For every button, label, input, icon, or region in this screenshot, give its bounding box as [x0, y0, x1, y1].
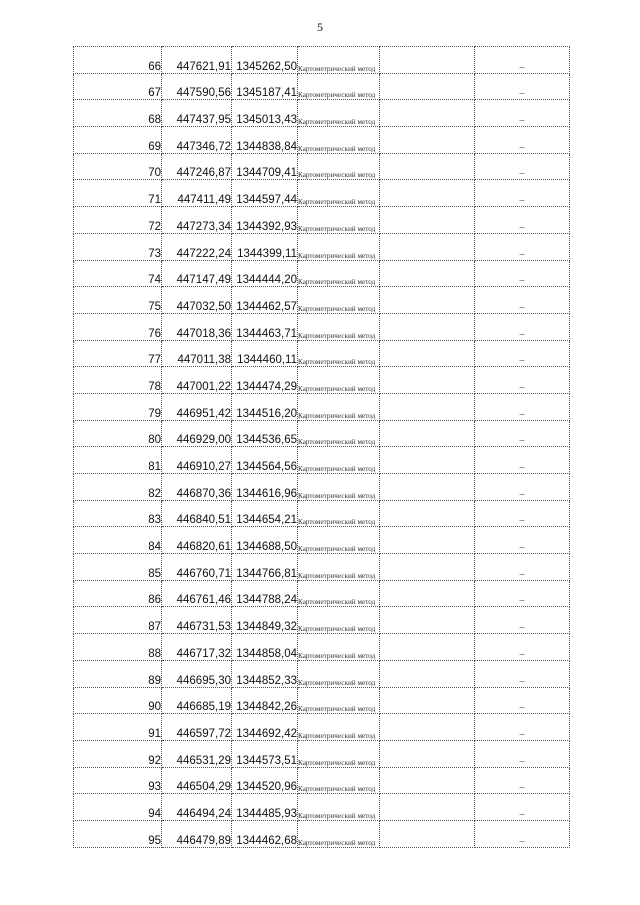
- table-row: [74, 420, 570, 447]
- empty-cell: [380, 474, 475, 501]
- y-coordinate-cell: 1344709,41: [232, 153, 298, 180]
- y-coordinate-cell: 1344597,44: [232, 180, 298, 207]
- table-row: [74, 127, 570, 154]
- y-coordinate-cell: 1344858,04: [232, 634, 298, 661]
- empty-cell: [380, 447, 475, 474]
- table-row: [74, 73, 570, 100]
- y-coordinate-cell: 1344392,93: [232, 207, 298, 234]
- empty-cell: [380, 714, 475, 741]
- method-cell: Картометрический метод: [298, 393, 380, 420]
- table-row: [74, 607, 570, 634]
- y-coordinate-cell: 1344852,33: [232, 660, 298, 687]
- table-row: [74, 740, 570, 767]
- table-row: [74, 500, 570, 527]
- method-cell: Картометрический метод: [298, 313, 380, 340]
- x-coordinate-cell: 447001,22: [162, 367, 232, 394]
- table-row: [74, 447, 570, 474]
- table-row: [74, 714, 570, 741]
- empty-cell: [380, 794, 475, 821]
- x-coordinate-cell: 446685,19: [162, 687, 232, 714]
- method-cell: Картометрический метод: [298, 180, 380, 207]
- x-coordinate-cell: 446929,00: [162, 420, 232, 447]
- dash-cell: –: [475, 607, 570, 634]
- dash-cell: –: [475, 367, 570, 394]
- empty-cell: [380, 260, 475, 287]
- empty-cell: [380, 607, 475, 634]
- x-coordinate-cell: 447346,72: [162, 127, 232, 154]
- dash-cell: –: [475, 233, 570, 260]
- dash-cell: –: [475, 340, 570, 367]
- y-coordinate-cell: 1344616,96: [232, 474, 298, 501]
- y-coordinate-cell: 1344688,50: [232, 527, 298, 554]
- y-coordinate-cell: 1345013,43: [232, 100, 298, 127]
- point-number-cell: 92: [74, 740, 162, 767]
- empty-cell: [380, 73, 475, 100]
- point-number-cell: 79: [74, 393, 162, 420]
- dash-cell: –: [475, 794, 570, 821]
- y-coordinate-cell: 1345187,41: [232, 73, 298, 100]
- method-cell: Картометрический метод: [298, 207, 380, 234]
- point-number-cell: 69: [74, 127, 162, 154]
- method-cell: Картометрический метод: [298, 73, 380, 100]
- table-row: [74, 474, 570, 501]
- empty-cell: [380, 820, 475, 847]
- point-number-cell: 68: [74, 100, 162, 127]
- empty-cell: [380, 100, 475, 127]
- table-row: [74, 260, 570, 287]
- table-row: [74, 287, 570, 314]
- table-row: [74, 180, 570, 207]
- table-row: [74, 554, 570, 581]
- empty-cell: [380, 660, 475, 687]
- x-coordinate-cell: 446910,27: [162, 447, 232, 474]
- dash-cell: –: [475, 287, 570, 314]
- point-number-cell: 67: [74, 73, 162, 100]
- method-cell: Картометрический метод: [298, 820, 380, 847]
- method-cell: Картометрический метод: [298, 474, 380, 501]
- y-coordinate-cell: 1344462,68: [232, 820, 298, 847]
- y-coordinate-cell: 1344474,29: [232, 367, 298, 394]
- method-cell: Картометрический метод: [298, 660, 380, 687]
- y-coordinate-cell: 1344788,24: [232, 580, 298, 607]
- x-coordinate-cell: 447222,24: [162, 233, 232, 260]
- y-coordinate-cell: 1344444,20: [232, 260, 298, 287]
- empty-cell: [380, 687, 475, 714]
- method-cell: Картометрический метод: [298, 287, 380, 314]
- method-cell: Картометрический метод: [298, 47, 380, 74]
- point-number-cell: 71: [74, 180, 162, 207]
- dash-cell: –: [475, 393, 570, 420]
- table-row: [74, 634, 570, 661]
- empty-cell: [380, 340, 475, 367]
- point-number-cell: 91: [74, 714, 162, 741]
- point-number-cell: 83: [74, 500, 162, 527]
- y-coordinate-cell: 1344536,65: [232, 420, 298, 447]
- x-coordinate-cell: 447621,91: [162, 47, 232, 74]
- dash-cell: –: [475, 447, 570, 474]
- point-number-cell: 70: [74, 153, 162, 180]
- y-coordinate-cell: 1344766,81: [232, 554, 298, 581]
- dash-cell: –: [475, 180, 570, 207]
- x-coordinate-cell: 446695,30: [162, 660, 232, 687]
- table-row: [74, 47, 570, 74]
- table-row: [74, 820, 570, 847]
- x-coordinate-cell: 446717,32: [162, 634, 232, 661]
- point-number-cell: 75: [74, 287, 162, 314]
- dash-cell: –: [475, 527, 570, 554]
- y-coordinate-cell: 1344460,11: [232, 340, 298, 367]
- x-coordinate-cell: 446479,89: [162, 820, 232, 847]
- y-coordinate-cell: 1344520,96: [232, 767, 298, 794]
- dash-cell: –: [475, 73, 570, 100]
- dash-cell: –: [475, 100, 570, 127]
- dash-cell: –: [475, 660, 570, 687]
- point-number-cell: 76: [74, 313, 162, 340]
- table-row: [74, 527, 570, 554]
- method-cell: Картометрический метод: [298, 527, 380, 554]
- x-coordinate-cell: 446951,42: [162, 393, 232, 420]
- table-row: [74, 100, 570, 127]
- method-cell: Картометрический метод: [298, 740, 380, 767]
- method-cell: Картометрический метод: [298, 794, 380, 821]
- x-coordinate-cell: 447246,87: [162, 153, 232, 180]
- method-cell: Картометрический метод: [298, 420, 380, 447]
- dash-cell: –: [475, 207, 570, 234]
- x-coordinate-cell: 447411,49: [162, 180, 232, 207]
- x-coordinate-cell: 447011,38: [162, 340, 232, 367]
- empty-cell: [380, 527, 475, 554]
- x-coordinate-cell: 446820,61: [162, 527, 232, 554]
- x-coordinate-cell: 446731,53: [162, 607, 232, 634]
- method-cell: Картометрический метод: [298, 260, 380, 287]
- table-row: [74, 767, 570, 794]
- method-cell: Картометрический метод: [298, 447, 380, 474]
- point-number-cell: 94: [74, 794, 162, 821]
- empty-cell: [380, 500, 475, 527]
- dash-cell: –: [475, 714, 570, 741]
- method-cell: Картометрический метод: [298, 233, 380, 260]
- dash-cell: –: [475, 474, 570, 501]
- x-coordinate-cell: 447147,49: [162, 260, 232, 287]
- point-number-cell: 78: [74, 367, 162, 394]
- empty-cell: [380, 313, 475, 340]
- method-cell: Картометрический метод: [298, 580, 380, 607]
- method-cell: Картометрический метод: [298, 767, 380, 794]
- empty-cell: [380, 180, 475, 207]
- y-coordinate-cell: 1344399,11: [232, 233, 298, 260]
- table-row: [74, 313, 570, 340]
- y-coordinate-cell: 1344842,26: [232, 687, 298, 714]
- y-coordinate-cell: 1344838,84: [232, 127, 298, 154]
- empty-cell: [380, 393, 475, 420]
- method-cell: Картометрический метод: [298, 153, 380, 180]
- dash-cell: –: [475, 500, 570, 527]
- table-row: [74, 393, 570, 420]
- y-coordinate-cell: 1344462,57: [232, 287, 298, 314]
- empty-cell: [380, 554, 475, 581]
- point-number-cell: 81: [74, 447, 162, 474]
- point-number-cell: 66: [74, 47, 162, 74]
- method-cell: Картометрический метод: [298, 714, 380, 741]
- coordinates-table: [73, 46, 570, 848]
- dash-cell: –: [475, 580, 570, 607]
- y-coordinate-cell: 1344485,93: [232, 794, 298, 821]
- empty-cell: [380, 634, 475, 661]
- dash-cell: –: [475, 634, 570, 661]
- method-cell: Картометрический метод: [298, 100, 380, 127]
- dash-cell: –: [475, 740, 570, 767]
- x-coordinate-cell: 447032,50: [162, 287, 232, 314]
- point-number-cell: 90: [74, 687, 162, 714]
- dash-cell: –: [475, 153, 570, 180]
- method-cell: Картометрический метод: [298, 367, 380, 394]
- empty-cell: [380, 153, 475, 180]
- y-coordinate-cell: 1344573,51: [232, 740, 298, 767]
- coordinates-table-body: [74, 47, 570, 848]
- y-coordinate-cell: 1344692,42: [232, 714, 298, 741]
- table-row: [74, 233, 570, 260]
- table-row: [74, 340, 570, 367]
- method-cell: Картометрический метод: [298, 127, 380, 154]
- dash-cell: –: [475, 47, 570, 74]
- method-cell: Картометрический метод: [298, 607, 380, 634]
- table-row: [74, 367, 570, 394]
- x-coordinate-cell: 446840,51: [162, 500, 232, 527]
- point-number-cell: 93: [74, 767, 162, 794]
- empty-cell: [380, 47, 475, 74]
- empty-cell: [380, 367, 475, 394]
- dash-cell: –: [475, 127, 570, 154]
- dash-cell: –: [475, 260, 570, 287]
- empty-cell: [380, 740, 475, 767]
- y-coordinate-cell: 1344463,71: [232, 313, 298, 340]
- point-number-cell: 87: [74, 607, 162, 634]
- table-row: [74, 794, 570, 821]
- empty-cell: [380, 233, 475, 260]
- dash-cell: –: [475, 767, 570, 794]
- table-row: [74, 153, 570, 180]
- empty-cell: [380, 767, 475, 794]
- point-number-cell: 84: [74, 527, 162, 554]
- dash-cell: –: [475, 313, 570, 340]
- point-number-cell: 80: [74, 420, 162, 447]
- x-coordinate-cell: 447018,36: [162, 313, 232, 340]
- x-coordinate-cell: 447590,56: [162, 73, 232, 100]
- x-coordinate-cell: 446531,29: [162, 740, 232, 767]
- method-cell: Картометрический метод: [298, 687, 380, 714]
- empty-cell: [380, 207, 475, 234]
- empty-cell: [380, 580, 475, 607]
- x-coordinate-cell: 446870,36: [162, 474, 232, 501]
- y-coordinate-cell: 1344849,32: [232, 607, 298, 634]
- dash-cell: –: [475, 820, 570, 847]
- x-coordinate-cell: 446494,24: [162, 794, 232, 821]
- point-number-cell: 88: [74, 634, 162, 661]
- y-coordinate-cell: 1345262,50: [232, 47, 298, 74]
- point-number-cell: 86: [74, 580, 162, 607]
- dash-cell: –: [475, 687, 570, 714]
- method-cell: Картометрический метод: [298, 500, 380, 527]
- dash-cell: –: [475, 420, 570, 447]
- empty-cell: [380, 287, 475, 314]
- point-number-cell: 85: [74, 554, 162, 581]
- y-coordinate-cell: 1344564,56: [232, 447, 298, 474]
- x-coordinate-cell: 446761,46: [162, 580, 232, 607]
- x-coordinate-cell: 446504,29: [162, 767, 232, 794]
- point-number-cell: 73: [74, 233, 162, 260]
- point-number-cell: 77: [74, 340, 162, 367]
- method-cell: Картометрический метод: [298, 634, 380, 661]
- x-coordinate-cell: 446760,71: [162, 554, 232, 581]
- table-row: [74, 207, 570, 234]
- point-number-cell: 82: [74, 474, 162, 501]
- x-coordinate-cell: 447437,95: [162, 100, 232, 127]
- point-number-cell: 72: [74, 207, 162, 234]
- point-number-cell: 74: [74, 260, 162, 287]
- x-coordinate-cell: 446597,72: [162, 714, 232, 741]
- method-cell: Картометрический метод: [298, 340, 380, 367]
- table-row: [74, 660, 570, 687]
- point-number-cell: 89: [74, 660, 162, 687]
- dash-cell: –: [475, 554, 570, 581]
- page-number: 5: [317, 20, 323, 34]
- table-row: [74, 687, 570, 714]
- x-coordinate-cell: 447273,34: [162, 207, 232, 234]
- empty-cell: [380, 420, 475, 447]
- y-coordinate-cell: 1344654,21: [232, 500, 298, 527]
- y-coordinate-cell: 1344516,20: [232, 393, 298, 420]
- table-row: [74, 580, 570, 607]
- method-cell: Картометрический метод: [298, 554, 380, 581]
- empty-cell: [380, 127, 475, 154]
- point-number-cell: 95: [74, 820, 162, 847]
